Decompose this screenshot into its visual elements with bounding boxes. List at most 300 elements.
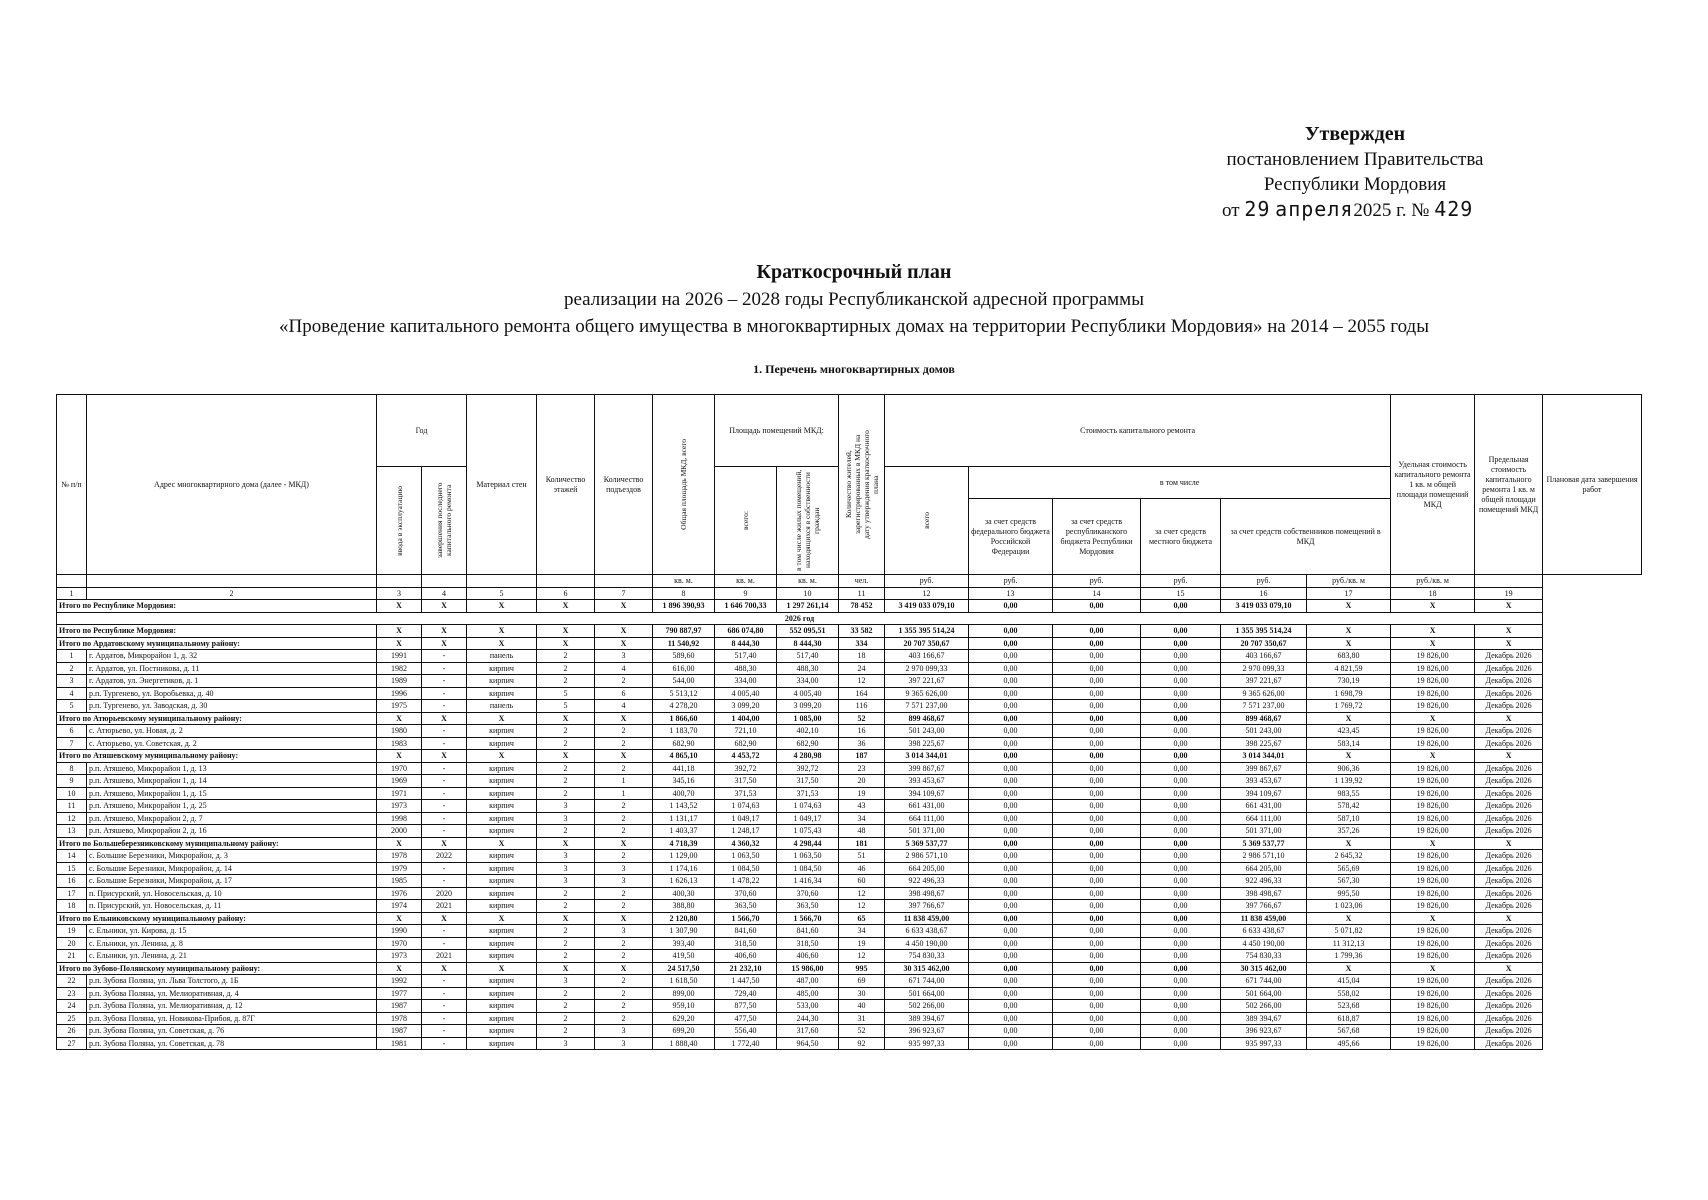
table-cell: 616,00	[653, 662, 715, 675]
table-cell: 0,00	[1141, 1012, 1221, 1025]
table-cell: Декабрь 2026	[1475, 937, 1543, 950]
table-cell: 0,00	[969, 775, 1053, 788]
table-cell: 964,50	[777, 1037, 839, 1050]
table-cell: 1987	[377, 1025, 422, 1038]
total-cell: 1 355 395 514,24	[1221, 625, 1307, 638]
table-cell: 906,36	[1307, 762, 1391, 775]
table-cell: 16	[57, 875, 87, 888]
table-cell: 3 099,20	[777, 700, 839, 713]
table-cell: 51	[839, 850, 885, 863]
header-unit-cost: Удельная стоимость капитального ремонта 1 кв. м общей площади помещений МКД	[1391, 395, 1475, 575]
header-max-cost: Предельная стоимость капитального ремонта 1 кв. м общей площади помещений МКД	[1475, 395, 1543, 575]
unit-cell: кв. м.	[653, 575, 715, 588]
table-cell: 661 431,00	[1221, 800, 1307, 813]
address-cell: с. Ельники, ул. Ленина, д. 8	[87, 937, 377, 950]
unit-cell: руб.	[969, 575, 1053, 588]
table-cell: 7	[57, 737, 87, 750]
table-cell: 394 109,67	[885, 787, 969, 800]
table-cell: 19 826,00	[1391, 662, 1475, 675]
table-cell: 116	[839, 700, 885, 713]
column-number: 12	[885, 587, 969, 600]
table-cell: -	[422, 675, 467, 688]
total-cell: 5 369 537,77	[1221, 837, 1307, 850]
table-cell: -	[422, 725, 467, 738]
table-cell: 517,40	[715, 650, 777, 663]
table-cell: 19 826,00	[1391, 987, 1475, 1000]
total-cell: 24 517,50	[653, 962, 715, 975]
total-cell: X	[422, 837, 467, 850]
column-number: 2	[87, 587, 377, 600]
table-cell: 317,50	[777, 775, 839, 788]
table-row	[57, 1012, 1642, 1025]
table-cell: 1 769,72	[1307, 700, 1391, 713]
total-cell: X	[1307, 637, 1391, 650]
table-cell: 2	[537, 1025, 595, 1038]
total-cell: 65	[839, 912, 885, 925]
table-cell: 396 923,67	[885, 1025, 969, 1038]
table-cell: 3	[537, 875, 595, 888]
total-cell: 4 298,44	[777, 837, 839, 850]
table-row	[57, 900, 1642, 913]
table-cell: 0,00	[1141, 825, 1221, 838]
table-cell: 9 365 626,00	[1221, 687, 1307, 700]
header-num: № п/п	[57, 395, 87, 575]
date-month: апреля	[1275, 197, 1354, 221]
table-cell: 0,00	[1053, 650, 1141, 663]
table-cell: 0,00	[1053, 1037, 1141, 1050]
table-cell: -	[422, 737, 467, 750]
table-cell: 2	[537, 887, 595, 900]
table-cell: 1987	[377, 1000, 422, 1013]
unit-cell-empty	[377, 575, 422, 588]
table-cell: 2	[595, 762, 653, 775]
total-cell: X	[422, 625, 467, 638]
table-cell: 2021	[422, 900, 467, 913]
total-cell: 0,00	[1053, 837, 1141, 850]
table-cell: 0,00	[969, 675, 1053, 688]
units-row	[57, 575, 1642, 588]
address-cell: р.п. Зубова Поляна, ул. Советская, д. 78	[87, 1037, 377, 1050]
table-cell: 682,90	[715, 737, 777, 750]
table-cell: 19 826,00	[1391, 900, 1475, 913]
year-label: 2026 год	[57, 612, 1543, 625]
table-cell: кирпич	[467, 1000, 537, 1013]
total-cell: 0,00	[1141, 637, 1221, 650]
total-cell: 0,00	[969, 712, 1053, 725]
table-cell: 345,16	[653, 775, 715, 788]
unit-cell-empty	[1475, 575, 1543, 588]
table-cell: 1 074,63	[715, 800, 777, 813]
total-cell: 15 986,00	[777, 962, 839, 975]
table-cell: 19 826,00	[1391, 787, 1475, 800]
table-cell: 558,02	[1307, 987, 1391, 1000]
table-cell: 3	[595, 875, 653, 888]
total-cell: X	[467, 962, 537, 975]
table-cell: 423,45	[1307, 725, 1391, 738]
table-cell: 0,00	[1141, 737, 1221, 750]
table-cell: 19 826,00	[1391, 850, 1475, 863]
total-cell: X	[377, 962, 422, 975]
table-cell: 0,00	[1141, 762, 1221, 775]
total-cell: X	[595, 600, 653, 613]
table-cell: -	[422, 925, 467, 938]
table-cell: 19 826,00	[1391, 937, 1475, 950]
table-cell: кирпич	[467, 875, 537, 888]
table-cell: 1975	[377, 700, 422, 713]
table-cell: 18	[57, 900, 87, 913]
total-cell: X	[1475, 750, 1543, 763]
table-cell: 19 826,00	[1391, 887, 1475, 900]
total-cell: X	[1391, 637, 1475, 650]
total-cell: 1 646 700,33	[715, 600, 777, 613]
table-cell: 1977	[377, 987, 422, 1000]
address-cell: р.п. Атяшево, Микрорайон 1, д. 15	[87, 787, 377, 800]
table-cell: -	[422, 687, 467, 700]
table-cell: 25	[57, 1012, 87, 1025]
total-cell: 0,00	[1053, 750, 1141, 763]
table-cell: 502 266,00	[885, 1000, 969, 1013]
table-cell: 501 664,00	[1221, 987, 1307, 1000]
table-cell: 19 826,00	[1391, 725, 1475, 738]
table-cell: 0,00	[969, 700, 1053, 713]
total-cell: 0,00	[1053, 912, 1141, 925]
unit-cell: руб./кв. м	[1307, 575, 1391, 588]
total-cell: X	[1475, 962, 1543, 975]
table-cell: 671 744,00	[1221, 975, 1307, 988]
unit-cell-empty	[595, 575, 653, 588]
table-cell: 393 453,67	[1221, 775, 1307, 788]
table-cell: 0,00	[969, 900, 1053, 913]
table-cell: 922 496,33	[1221, 875, 1307, 888]
table-cell: 0,00	[969, 887, 1053, 900]
table-cell: 0,00	[1053, 662, 1141, 675]
table-cell: 31	[839, 1012, 885, 1025]
table-cell: 24	[57, 1000, 87, 1013]
table-cell: 1981	[377, 1037, 422, 1050]
table-cell: -	[422, 812, 467, 825]
table-cell: 664 205,00	[885, 862, 969, 875]
unit-cell: руб.	[1053, 575, 1141, 588]
table-cell: Декабрь 2026	[1475, 762, 1543, 775]
table-cell: 502 266,00	[1221, 1000, 1307, 1013]
table-cell: кирпич	[467, 887, 537, 900]
column-number: 1	[57, 587, 87, 600]
table-cell: 1992	[377, 975, 422, 988]
table-cell: 2	[595, 937, 653, 950]
table-cell: кирпич	[467, 1037, 537, 1050]
table-cell: 2 645,32	[1307, 850, 1391, 863]
total-cell: 187	[839, 750, 885, 763]
table-cell: 1979	[377, 862, 422, 875]
column-number: 4	[422, 587, 467, 600]
unit-cell: руб./кв. м	[1391, 575, 1475, 588]
table-cell: 3	[537, 850, 595, 863]
header-material: Материал стен	[467, 395, 537, 575]
table-cell: 12	[839, 887, 885, 900]
table-cell: 1973	[377, 800, 422, 813]
table-cell: 2	[595, 900, 653, 913]
table-cell: 0,00	[1141, 812, 1221, 825]
table-cell: 2 970 099,33	[885, 662, 969, 675]
table-cell: 0,00	[969, 987, 1053, 1000]
unit-cell: руб.	[1141, 575, 1221, 588]
total-cell: 686 074,80	[715, 625, 777, 638]
total-label: Итого по Ардатовскому муниципальному району:	[57, 637, 377, 650]
table-cell: 3	[595, 1025, 653, 1038]
total-cell: 0,00	[969, 912, 1053, 925]
total-cell: X	[467, 912, 537, 925]
table-cell: -	[422, 1000, 467, 1013]
table-cell: 2022	[422, 850, 467, 863]
total-label: Итого по Большеберезниковскому муниципальному району:	[57, 837, 377, 850]
table-cell: 1990	[377, 925, 422, 938]
table-cell: 1	[595, 775, 653, 788]
table-cell: 19 826,00	[1391, 862, 1475, 875]
address-cell: р.п. Атяшево, Микрорайон 1, д. 13	[87, 762, 377, 775]
total-row	[57, 837, 1642, 850]
total-cell: 899 468,67	[1221, 712, 1307, 725]
table-cell: 935 997,33	[1221, 1037, 1307, 1050]
table-cell: 60	[839, 875, 885, 888]
total-cell: 3 419 033 079,10	[1221, 600, 1307, 613]
table-cell: 0,00	[969, 650, 1053, 663]
table-cell: 0,00	[1141, 700, 1221, 713]
table-cell: Декабрь 2026	[1475, 800, 1543, 813]
table-cell: 2 986 571,10	[1221, 850, 1307, 863]
table-cell: 69	[839, 975, 885, 988]
table-cell: 501 371,00	[885, 825, 969, 838]
table-cell: 1 416,34	[777, 875, 839, 888]
table-cell: 406,60	[777, 950, 839, 963]
table-cell: Декабрь 2026	[1475, 675, 1543, 688]
total-cell: X	[467, 750, 537, 763]
unit-cell-empty	[422, 575, 467, 588]
total-cell: 8 444,30	[715, 637, 777, 650]
total-cell: X	[537, 637, 595, 650]
table-cell: 841,60	[777, 925, 839, 938]
column-number: 8	[653, 587, 715, 600]
table-cell: 4 450 190,00	[1221, 937, 1307, 950]
total-cell: X	[377, 837, 422, 850]
table-cell: 392,72	[715, 762, 777, 775]
table-cell: 2	[595, 737, 653, 750]
table-cell: 19 826,00	[1391, 950, 1475, 963]
table-cell: 0,00	[1141, 687, 1221, 700]
table-cell: 488,30	[715, 662, 777, 675]
total-cell: 4 865,10	[653, 750, 715, 763]
table-cell: 4	[57, 687, 87, 700]
table-body	[57, 600, 1642, 1050]
total-cell: 1 355 395 514,24	[885, 625, 969, 638]
table-cell: 43	[839, 800, 885, 813]
table-cell: 334,00	[715, 675, 777, 688]
table-cell: 0,00	[1141, 775, 1221, 788]
table-cell: Декабрь 2026	[1475, 862, 1543, 875]
table-cell: 0,00	[1141, 800, 1221, 813]
table-cell: 6	[57, 725, 87, 738]
table-row	[57, 825, 1642, 838]
table-cell: 1974	[377, 900, 422, 913]
table-cell: 0,00	[1053, 987, 1141, 1000]
table-cell: 0,00	[1053, 1012, 1141, 1025]
table-cell: 501 371,00	[1221, 825, 1307, 838]
title-line-1: Краткосрочный план	[756, 261, 952, 283]
total-cell: 33 582	[839, 625, 885, 638]
total-cell: X	[1307, 625, 1391, 638]
approval-heading: Утвержден	[1304, 123, 1406, 145]
table-cell: 3	[537, 862, 595, 875]
table-cell: 1 799,36	[1307, 950, 1391, 963]
table-cell: 389 394,67	[1221, 1012, 1307, 1025]
table-cell: 30	[839, 987, 885, 1000]
table-cell: кирпич	[467, 812, 537, 825]
address-cell: с. Большие Березники, Микрорайон, д. 3	[87, 850, 377, 863]
table-cell: 754 830,33	[1221, 950, 1307, 963]
table-cell: Декабрь 2026	[1475, 850, 1543, 863]
table-cell: 0,00	[969, 812, 1053, 825]
total-cell: 1 566,70	[715, 912, 777, 925]
table-cell: 396 923,67	[1221, 1025, 1307, 1038]
table-cell: 34	[839, 925, 885, 938]
unit-cell: кв. м.	[715, 575, 777, 588]
total-label: Итого по Республике Мордовия:	[57, 600, 377, 613]
address-cell: р.п. Тургенево, ул. Заводская, д. 30	[87, 700, 377, 713]
table-cell: 995,50	[1307, 887, 1391, 900]
table-cell: Декабрь 2026	[1475, 787, 1543, 800]
table-cell: 0,00	[1141, 862, 1221, 875]
table-cell: кирпич	[467, 1012, 537, 1025]
table-cell: 578,42	[1307, 800, 1391, 813]
table-cell: 389 394,67	[885, 1012, 969, 1025]
table-cell: 0,00	[1053, 675, 1141, 688]
table-row	[57, 937, 1642, 950]
column-number: 18	[1391, 587, 1475, 600]
table-cell: 2	[537, 725, 595, 738]
table-cell: 0,00	[1053, 887, 1141, 900]
table-cell: 501 664,00	[885, 987, 969, 1000]
table-cell: 1 626,13	[653, 875, 715, 888]
table-cell: 388,80	[653, 900, 715, 913]
total-cell: 3 014 344,01	[1221, 750, 1307, 763]
table-cell: 52	[839, 1025, 885, 1038]
table-cell: 1996	[377, 687, 422, 700]
table-cell: 406,60	[715, 950, 777, 963]
table-cell: 1 183,70	[653, 725, 715, 738]
total-cell: 1 896 390,93	[653, 600, 715, 613]
table-cell: 1 248,17	[715, 825, 777, 838]
unit-cell: руб.	[885, 575, 969, 588]
table-cell: 0,00	[1141, 850, 1221, 863]
table-cell: Декабрь 2026	[1475, 737, 1543, 750]
table-cell: 501 243,00	[885, 725, 969, 738]
table-cell: 0,00	[1141, 1025, 1221, 1038]
table-row	[57, 1037, 1642, 1050]
table-cell: 5	[537, 687, 595, 700]
table-cell: 13	[57, 825, 87, 838]
total-cell: X	[1475, 912, 1543, 925]
table-cell: 164	[839, 687, 885, 700]
address-cell: р.п. Зубова Поляна, ул. Мелиоративная, д. 12	[87, 1000, 377, 1013]
total-cell: 3 419 033 079,10	[885, 600, 969, 613]
table-row	[57, 1000, 1642, 1013]
table-cell: 0,00	[969, 787, 1053, 800]
table-cell: 877,50	[715, 1000, 777, 1013]
header-residents: Количество жителей, зарегистрированных в МКД на дату утверждения краткосрочного плана	[839, 395, 885, 575]
table-cell: -	[422, 762, 467, 775]
total-cell: X	[595, 712, 653, 725]
header-year-last-repair: завершения последнего капитального ремонта	[422, 467, 467, 575]
column-number: 17	[1307, 587, 1391, 600]
table-cell: 3	[537, 812, 595, 825]
header-planned-date: Плановая дата завершения работ	[1543, 395, 1642, 575]
table-cell: 699,20	[653, 1025, 715, 1038]
table-cell: 754 830,33	[885, 950, 969, 963]
table-cell: 1 447,50	[715, 975, 777, 988]
total-cell: X	[537, 837, 595, 850]
header-floors: Количество этажей	[537, 395, 595, 575]
table-cell: 0,00	[1053, 862, 1141, 875]
table-cell: кирпич	[467, 1025, 537, 1038]
total-cell: 8 444,30	[777, 637, 839, 650]
total-cell: X	[422, 637, 467, 650]
table-cell: 0,00	[1053, 725, 1141, 738]
total-cell: 0,00	[1141, 600, 1221, 613]
total-cell: 30 315 462,00	[1221, 962, 1307, 975]
unit-cell: чел.	[839, 575, 885, 588]
table-cell: -	[422, 1012, 467, 1025]
table-cell: 5	[537, 700, 595, 713]
table-cell: 2	[537, 662, 595, 675]
table-cell: 587,10	[1307, 812, 1391, 825]
total-label: Итого по Атяшевскому муниципальному району:	[57, 750, 377, 763]
table-cell: 2	[537, 1012, 595, 1025]
table-cell: 2	[537, 737, 595, 750]
table-cell: -	[422, 787, 467, 800]
table-cell: 664 111,00	[885, 812, 969, 825]
total-cell: 1 085,00	[777, 712, 839, 725]
table-cell: 11 312,13	[1307, 937, 1391, 950]
total-cell: X	[1475, 637, 1543, 650]
table-cell: 17	[57, 887, 87, 900]
table-cell: 477,50	[715, 1012, 777, 1025]
table-cell: 18	[839, 650, 885, 663]
table-cell: 399 867,67	[885, 762, 969, 775]
table-cell: 721,10	[715, 725, 777, 738]
total-label: Итого по Зубово-Полянскому муниципальному району:	[57, 962, 377, 975]
table-cell: 3	[57, 675, 87, 688]
address-cell: р.п. Тургенево, ул. Воробьевка, д. 40	[87, 687, 377, 700]
table-cell: 19 826,00	[1391, 737, 1475, 750]
table-cell: кирпич	[467, 937, 537, 950]
table-cell: 5	[57, 700, 87, 713]
table-cell: 1969	[377, 775, 422, 788]
table-cell: 1 084,50	[715, 862, 777, 875]
houses-table	[56, 394, 1642, 1050]
address-cell: р.п. Зубова Поляна, ул. Советская, д. 76	[87, 1025, 377, 1038]
unit-cell: кв. м.	[777, 575, 839, 588]
total-row	[57, 712, 1642, 725]
table-cell: 4 278,20	[653, 700, 715, 713]
table-cell: 0,00	[969, 1000, 1053, 1013]
table-cell: 24	[839, 662, 885, 675]
total-cell: X	[422, 750, 467, 763]
total-cell: 0,00	[1141, 837, 1221, 850]
table-cell: Декабрь 2026	[1475, 1025, 1543, 1038]
table-row	[57, 1025, 1642, 1038]
table-cell: 0,00	[1141, 925, 1221, 938]
total-cell: 0,00	[969, 600, 1053, 613]
table-cell: 1 772,40	[715, 1037, 777, 1050]
